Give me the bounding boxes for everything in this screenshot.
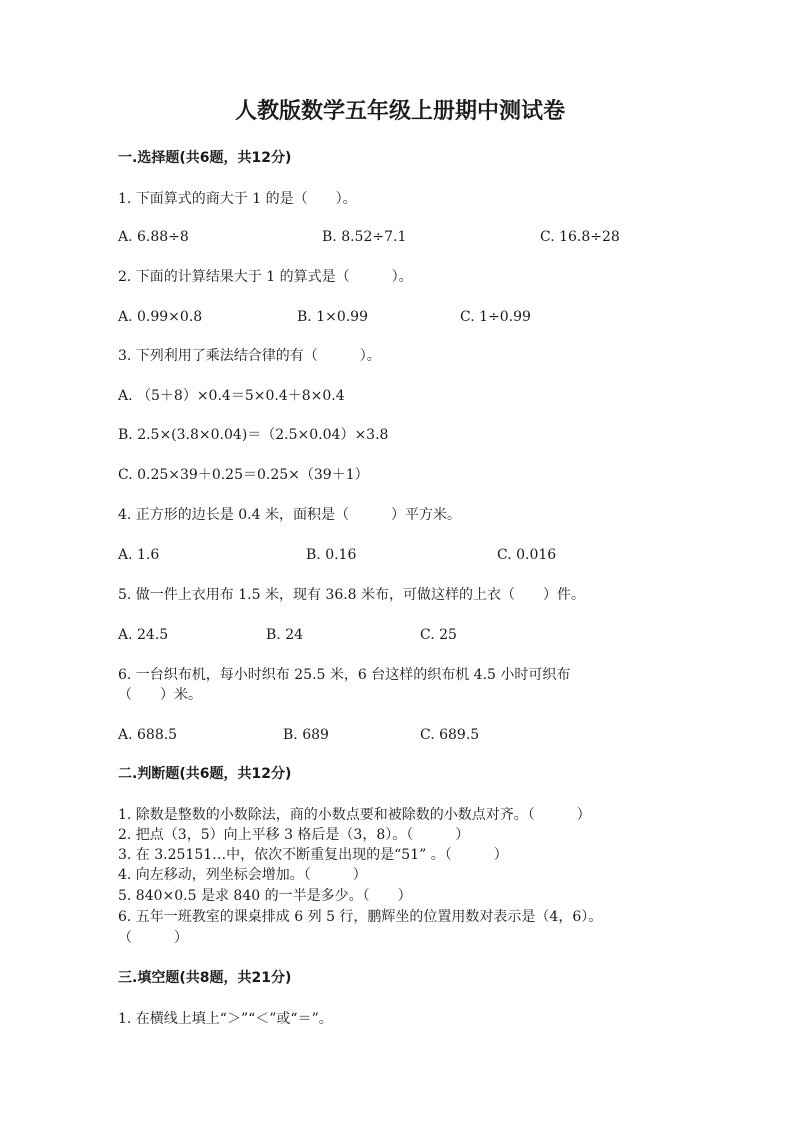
judge-item: 5. 840×0.5 是求 840 的一半是多少。（ ） (118, 888, 412, 904)
option-c: C. 0.25×39＋0.25＝0.25×（39＋1） (118, 467, 369, 483)
judge-item: 2. 把点（3，5）向上平移 3 格后是（3，8）。（ ） (118, 827, 470, 843)
section-heading-fill: 三.填空题(共8题，共21分) (118, 970, 292, 986)
question-text: 2. 下面的计算结果大于 1 的算式是（ ）。 (118, 269, 413, 285)
question-text: 5. 做一件上衣用布 1.5 米，现有 36.8 米布，可做这样的上衣（ ）件。 (118, 587, 586, 603)
option-c: C. 0.016 (497, 547, 557, 563)
option-b: B. 689 (283, 727, 329, 743)
judge-item-continued: （ ） (118, 930, 188, 946)
judge-item: 6. 五年一班教室的课桌排成 6 列 5 行，鹏辉坐的位置用数对表示是（4，6）。 (118, 909, 603, 925)
section-heading-choice: 一.选择题(共6题，共12分) (118, 150, 292, 166)
option-a: A. 24.5 (118, 627, 169, 643)
question-text: 1. 在横线上填上“＞”“＜”或“＝”。 (118, 1011, 333, 1027)
question-text-continued: （ ）米。 (118, 687, 202, 703)
question-text: 4. 正方形的边长是 0.4 米，面积是（ ）平方米。 (118, 507, 461, 523)
option-b: B. 24 (266, 627, 304, 643)
option-a: A. 1.6 (118, 547, 160, 563)
option-c: C. 25 (420, 627, 457, 643)
option-a: A. 688.5 (118, 727, 178, 743)
judge-item: 3. 在 3.25151…中，依次不断重复出现的是“51” 。（ ） (118, 847, 508, 863)
option-b: B. 2.5×(3.8×0.04)＝（2.5×0.04）×3.8 (118, 427, 389, 443)
question-text: 1. 下面算式的商大于 1 的是（ ）。 (118, 191, 357, 207)
option-a: A. 6.88÷8 (118, 229, 189, 245)
option-c: C. 689.5 (420, 727, 480, 743)
question-text: 6. 一台织布机，每小时织布 25.5 米，6 台这样的织布机 4.5 小时可织布 (118, 667, 571, 683)
option-b: B. 8.52÷7.1 (322, 229, 407, 245)
option-a: A. （5＋8）×0.4＝5×0.4＋8×0.4 (118, 388, 345, 404)
page-title: 人教版数学五年级上册期中测试卷 (234, 99, 565, 124)
option-c: C. 1÷0.99 (460, 309, 531, 325)
option-a: A. 0.99×0.8 (118, 309, 203, 325)
judge-item: 1. 除数是整数的小数除法，商的小数点要和被除数的小数点对齐。（ ） (118, 807, 591, 823)
option-b: B. 1×0.99 (297, 309, 368, 325)
option-b: B. 0.16 (306, 547, 357, 563)
option-c: C. 16.8÷28 (540, 229, 620, 245)
section-heading-judge: 二.判断题(共6题，共12分) (118, 766, 292, 782)
judge-item: 4. 向左移动，列坐标会增加。（ ） (118, 867, 367, 883)
question-text: 3. 下列利用了乘法结合律的有（ ）。 (118, 348, 381, 364)
